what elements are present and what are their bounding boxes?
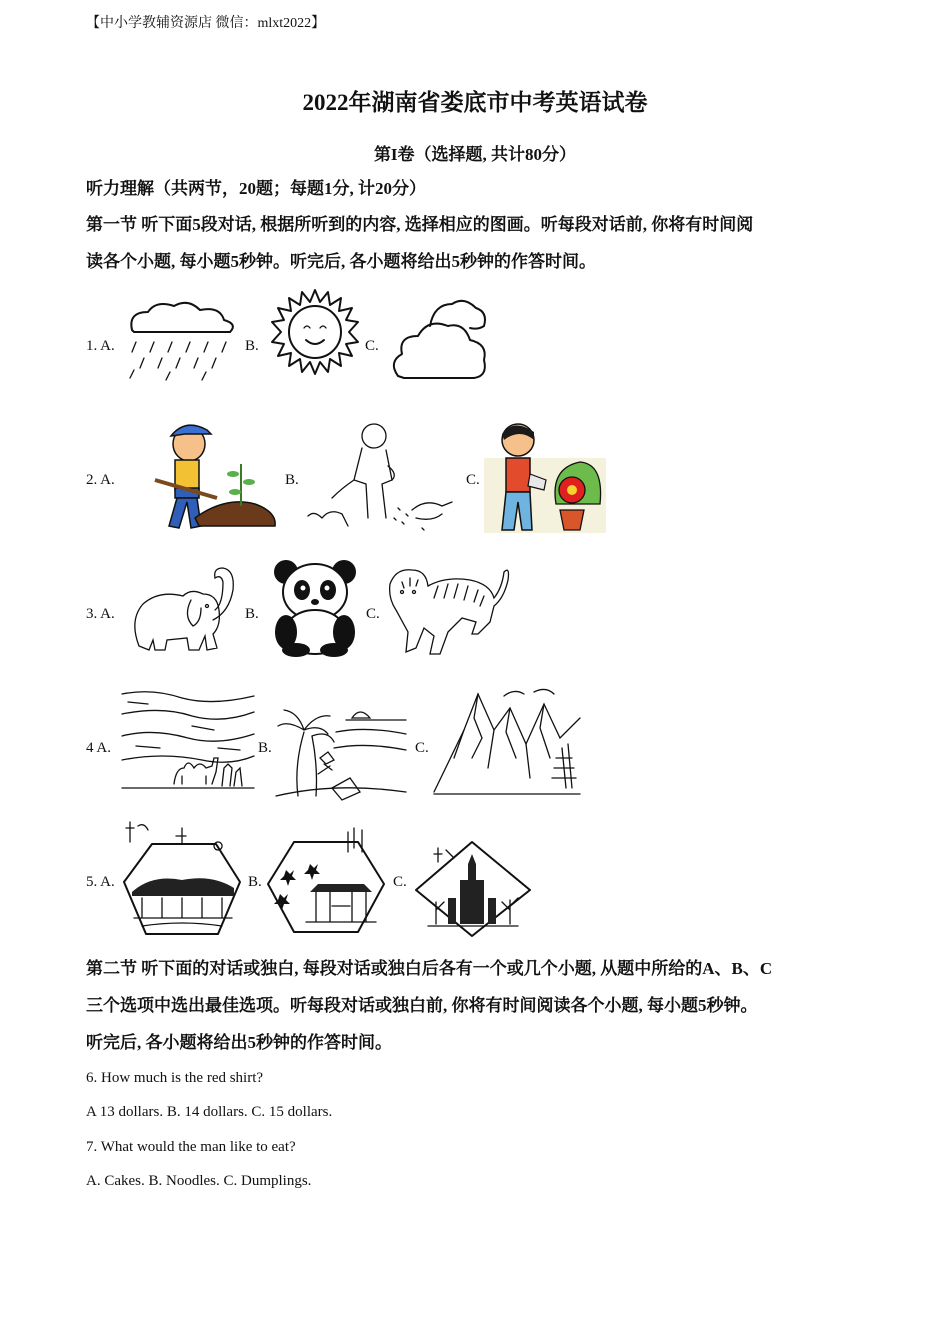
mountains-icon	[434, 688, 580, 798]
q2-option-c: C.	[466, 472, 480, 488]
q1-option-b: B.	[245, 338, 259, 354]
q3-option-b: B.	[245, 606, 259, 622]
church-landmark-icon	[414, 840, 532, 938]
listening-heading: 听力理解（共两节，20题；每题1分, 计20分）	[86, 179, 426, 198]
q7-stem: 7. What would the man like to eat?	[86, 1139, 296, 1155]
page-subtitle: 第I卷（选择题, 共计80分）	[373, 145, 577, 164]
section2-line3: 听完后, 各小题将给出5秒钟的作答时间。	[86, 1033, 392, 1052]
boy-planting-tree-icon	[125, 418, 280, 533]
tiger-icon	[386, 562, 514, 657]
hunan-landmark-icon	[122, 822, 242, 936]
q5-label: 5. A.	[86, 874, 115, 890]
header-note: 【中小学教辅资源店 微信：mlxt2022】	[86, 16, 326, 31]
section2-line2: 三个选项中选出最佳选项。听每段对话或独白前, 你将有时间阅读各个小题, 每小题5秒钟。	[86, 996, 758, 1015]
q6-options: A 13 dollars. B. 14 dollars. C. 15 dollars.	[86, 1104, 333, 1120]
sun-icon	[270, 286, 360, 378]
q3-label: 3. A.	[86, 606, 115, 622]
section2-line1: 第二节 听下面的对话或独白, 每段对话或独白后各有一个或几个小题, 从题中所给的A、B、C	[86, 959, 773, 978]
q3-option-c: C.	[366, 606, 380, 622]
boy-feeding-chickens-icon	[302, 418, 467, 533]
q6-stem: 6. How much is the red shirt?	[86, 1070, 264, 1086]
q5-option-c: C.	[393, 874, 407, 890]
beach-palm-trees-icon	[276, 696, 406, 798]
page-title: 2022年湖南省娄底市中考英语试卷	[302, 90, 648, 115]
clouds-icon	[390, 296, 490, 382]
q4-option-b: B.	[258, 740, 272, 756]
q1-option-c: C.	[365, 338, 379, 354]
q2-label: 2. A.	[86, 472, 115, 488]
desert-camels-icon	[122, 688, 254, 798]
panda-icon	[270, 556, 360, 656]
section1-line2: 读各个小题, 每小题5秒钟。听完后, 各小题将给出5秒钟的作答时间。	[86, 252, 596, 271]
q4-option-c: C.	[415, 740, 429, 756]
q5-option-b: B.	[248, 874, 262, 890]
q2-option-b: B.	[285, 472, 299, 488]
rain-cloud-icon	[122, 300, 242, 385]
elephant-icon	[125, 564, 243, 656]
q4-label: 4 A.	[86, 740, 112, 756]
beijing-landmark-icon	[266, 826, 386, 936]
q1-label: 1. A.	[86, 338, 115, 354]
q7-options: A. Cakes. B. Noodles. C. Dumplings.	[86, 1173, 312, 1189]
section1-line1: 第一节 听下面5段对话, 根据所听到的内容, 选择相应的图画。听每段对话前, 你将有时间阅	[86, 215, 754, 234]
boy-watering-flower-icon	[484, 418, 606, 533]
